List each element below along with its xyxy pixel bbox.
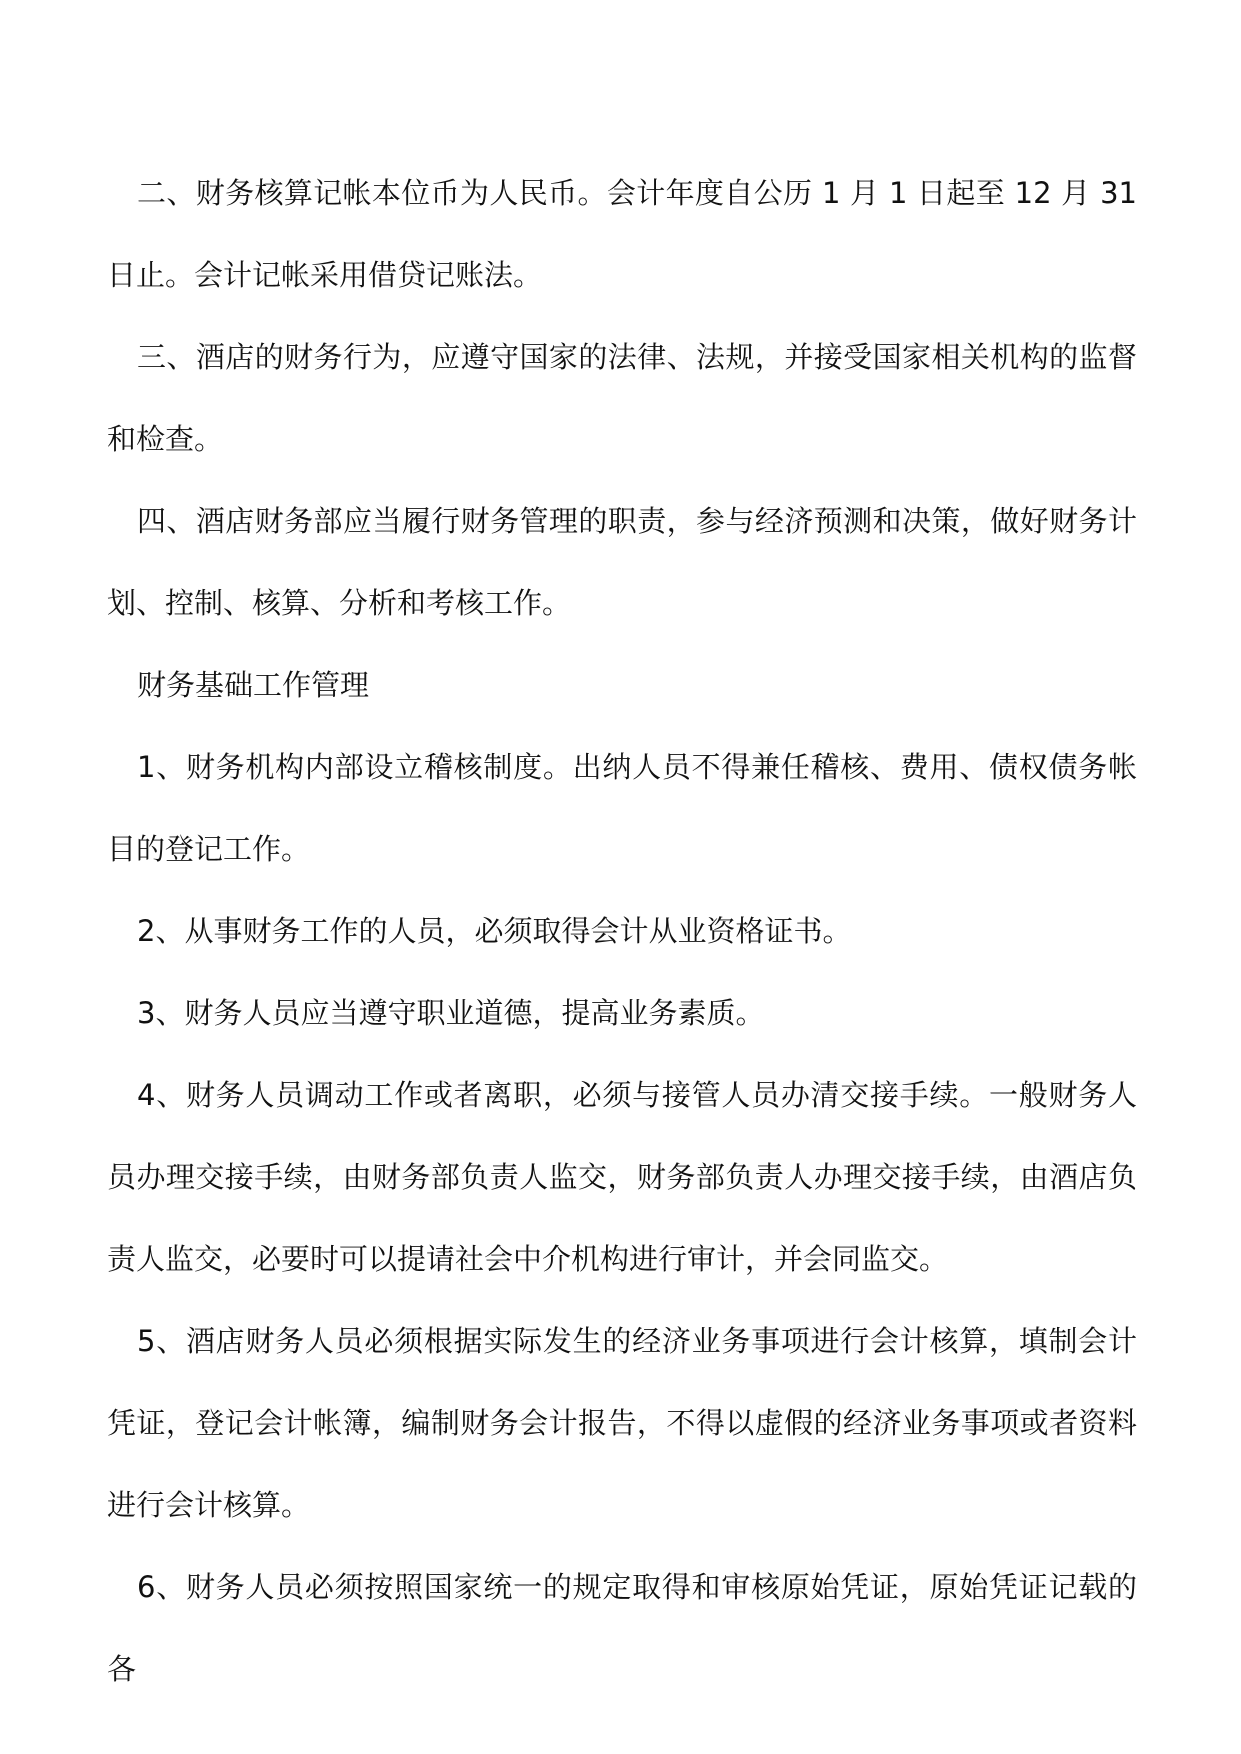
document-body: [107, 152, 1137, 1710]
paragraph-legal-compliance: 三、酒店的财务行为，应遵守国家的法律、法规，并接受国家相关机构的监督和检查。: [107, 340, 1137, 456]
paragraph-item-1: 1、财务机构内部设立稽核制度。出纳人员不得兼任稽核、费用、债权债务帐目的登记工作。: [107, 750, 1137, 866]
section-heading: 财务基础工作管理: [137, 668, 370, 702]
paragraph-item-3: 3、财务人员应当遵守职业道德，提高业务素质。: [137, 996, 765, 1030]
paragraph-item-5: 5、酒店财务人员必须根据实际发生的经济业务事项进行会计核算，填制会计凭证，登记会计帐簿，编制财务会计报告，不得以虚假的经济业务事项或者资料进行会计核算。: [107, 1324, 1137, 1522]
paragraph-currency-fiscal-year: 二、财务核算记帐本位币为人民币。会计年度自公历 1 月 1 日起至 12 月 31 日止。会计记帐采用借贷记账法。: [107, 176, 1137, 292]
paragraph-item-6: 6、财务人员必须按照国家统一的规定取得和审核原始凭证，原始凭证记载的各: [107, 1570, 1137, 1686]
paragraph-finance-duties: 四、酒店财务部应当履行财务管理的职责，参与经济预测和决策，做好财务计划、控制、核算、分析和考核工作。: [107, 504, 1137, 620]
paragraph-item-4: 4、财务人员调动工作或者离职，必须与接管人员办清交接手续。一般财务人员办理交接手续，由财务部负责人监交，财务部负责人办理交接手续，由酒店负责人监交，必要时可以提请社会中介机构进行审计，并会同监交。: [107, 1078, 1137, 1276]
paragraph-item-2: 2、从事财务工作的人员，必须取得会计从业资格证书。: [137, 914, 852, 948]
